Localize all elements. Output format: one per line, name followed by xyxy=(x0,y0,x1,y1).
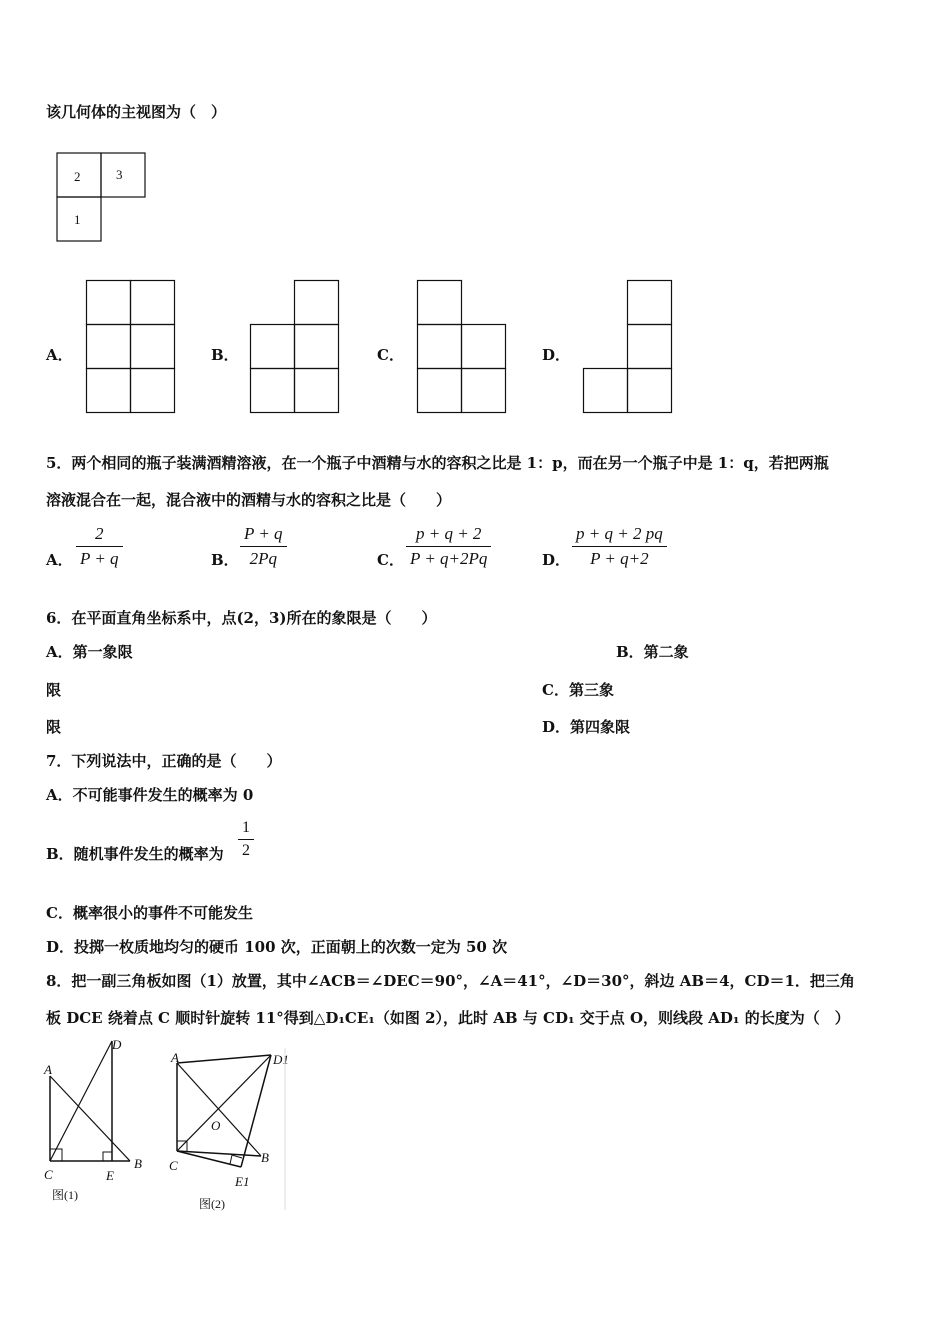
q6-continuation-1: 限 xyxy=(46,681,62,699)
q5-option-c-fraction xyxy=(406,524,491,569)
fig2-label-a: A xyxy=(171,1050,179,1065)
fig2-label-d1: D1 xyxy=(273,1052,289,1067)
q6-option-c[interactable]: C．第三象 xyxy=(542,681,614,699)
q4-option-a-label[interactable]: A． xyxy=(46,346,73,364)
q5-option-d-numerator: p + q + 2 pq xyxy=(576,524,663,543)
q5-option-a-label[interactable]: A． xyxy=(46,551,73,569)
q4-option-b-label[interactable]: B． xyxy=(211,346,239,364)
fig1-caption: 图(1) xyxy=(52,1188,78,1202)
fig2-label-o: O xyxy=(211,1118,221,1133)
q6-continuation-2: 限 xyxy=(46,718,62,736)
top-view-number-2: 2 xyxy=(74,169,81,184)
fig2-label-b: B xyxy=(261,1150,269,1165)
q5-option-b-label[interactable]: B． xyxy=(211,551,239,569)
q5-option-d-fraction xyxy=(572,524,667,569)
q7-option-b-denominator: 2 xyxy=(238,839,254,860)
fig1-label-e: E xyxy=(106,1168,114,1183)
q5-option-c-label[interactable]: C． xyxy=(377,551,404,569)
q7-stem: 7．下列说法中，正确的是（ ） xyxy=(46,752,282,770)
q6-option-a[interactable]: A．第一象限 xyxy=(46,643,133,661)
q5-option-b-fraction xyxy=(240,524,287,569)
q5-option-d-label[interactable]: D． xyxy=(542,551,571,569)
q8-figure-1 xyxy=(40,1036,160,1212)
q6-option-d[interactable]: D．第四象限 xyxy=(542,718,631,736)
q4-option-d-figure xyxy=(583,280,673,414)
q5-option-b-numerator: P + q xyxy=(244,524,283,543)
fig2-label-e1: E1 xyxy=(235,1174,250,1189)
q8-figure-2 xyxy=(165,1048,305,1218)
top-view-number-3: 3 xyxy=(116,167,123,182)
q5-option-c-numerator: p + q + 2 xyxy=(415,524,482,543)
top-view-number-1: 1 xyxy=(74,212,81,227)
fig1-label-b: B xyxy=(134,1156,142,1171)
q5-option-b-denominator: 2Pq xyxy=(240,546,287,569)
q7-option-b[interactable]: B．随机事件发生的概率为 xyxy=(46,845,224,863)
q5-option-a-denominator: P + q xyxy=(76,546,123,569)
fig1-label-a: A xyxy=(44,1062,52,1077)
fig1-label-d: D xyxy=(112,1037,122,1052)
q5-option-a-fraction xyxy=(76,524,123,569)
q6-stem: 6．在平面直角坐标系中，点(2，3)所在的象限是（ ） xyxy=(46,609,437,627)
fig2-caption: 图(2) xyxy=(199,1197,225,1211)
q7-option-a[interactable]: A．不可能事件发生的概率为 0 xyxy=(46,786,254,804)
q5-option-a-numerator: 2 xyxy=(95,524,104,543)
q8-stem-line-1: 8．把一副三角板如图（1）放置，其中∠ACB＝∠DEC＝90°，∠A＝41°，∠D＝30°，斜边 AB＝4，CD＝1．把三角 xyxy=(46,972,855,990)
q4-option-d-label[interactable]: D． xyxy=(542,346,571,364)
q5-stem-line-2: 溶液混合在一起，混合液中的酒精与水的容积之比是（ ） xyxy=(46,491,452,509)
q4-top-view-figure xyxy=(56,152,148,242)
q5-stem-line-1: 5．两个相同的瓶子装满酒精溶液，在一个瓶子中酒精与水的容积之比是 1：p，而在另一个瓶子中是 1：q，若把两瓶 xyxy=(46,454,829,472)
q7-option-d[interactable]: D．投掷一枚质地均匀的硬币 100 次，正面朝上的次数一定为 50 次 xyxy=(46,938,508,956)
q4-option-c-figure xyxy=(417,280,507,414)
q6-option-b[interactable]: B．第二象 xyxy=(616,643,689,661)
fig1-label-c: C xyxy=(44,1167,53,1182)
q4-option-b-figure xyxy=(250,280,340,414)
q5-option-c-denominator: P + q+2Pq xyxy=(406,546,491,569)
q8-stem-line-2: 板 DCE 绕着点 C 顺时针旋转 11°得到△D₁CE₁（如图 2），此时 AB 与 CD₁ 交于点 O，则线段 AD₁ 的长度为（ ） xyxy=(46,1009,850,1027)
fig2-label-c: C xyxy=(169,1158,178,1173)
q7-option-b-numerator: 1 xyxy=(242,819,250,836)
q7-option-b-fraction xyxy=(238,819,254,860)
q4-stem: 该几何体的主视图为（ ） xyxy=(46,103,227,121)
q4-option-c-label[interactable]: C． xyxy=(377,346,404,364)
q4-option-a-figure xyxy=(86,280,176,414)
q7-option-c[interactable]: C．概率很小的事件不可能发生 xyxy=(46,904,253,922)
q5-option-d-denominator: P + q+2 xyxy=(572,546,667,569)
